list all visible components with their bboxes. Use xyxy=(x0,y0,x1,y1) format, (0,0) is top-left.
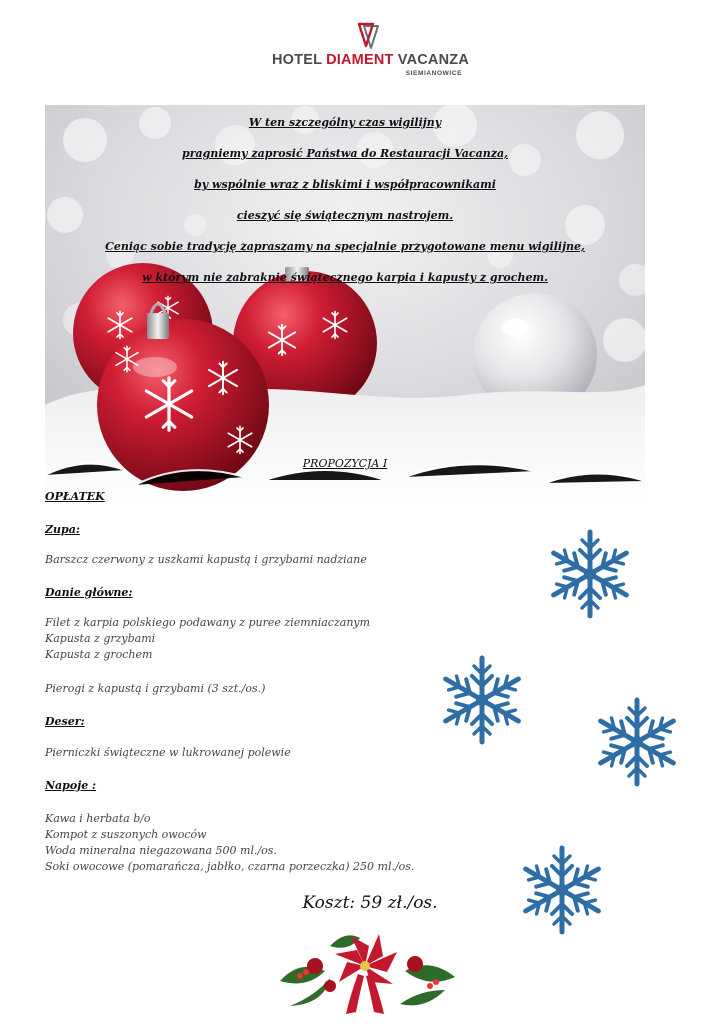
oplatek-heading: OPŁATEK xyxy=(45,490,105,503)
invitation-line: W ten szczególny czas wigilijny xyxy=(248,116,442,129)
menu-item: Kapusta z grochem xyxy=(45,648,153,661)
invitation-line: Ceniąc sobie tradycję zapraszamy na specjalnie przygotowane menu wigilijne, xyxy=(105,240,585,253)
menu-item: Pierniczki świąteczne w lukrowanej polewie xyxy=(45,746,291,759)
snowflake-icon xyxy=(575,680,699,804)
drinks-heading: Napoje : xyxy=(45,779,97,792)
menu-item: Kawa i herbata b/o xyxy=(45,812,151,825)
menu-item: Filet z karpia polskiego podawany z puree ziemniaczanym xyxy=(45,616,371,629)
invitation-line: cieszyć się świątecznym nastrojem. xyxy=(236,209,454,222)
logo-location: SIEMIANOWICE xyxy=(405,70,462,77)
invitation-line: by wspólnie wraz z bliskimi i współpracownikami xyxy=(194,178,496,191)
menu-item: Barszcz czerwony z uszkami kapustą i grzybami nadziane xyxy=(45,553,367,566)
menu-item: Kompot z suszonych owoców xyxy=(45,828,207,841)
invitation-line: pragniemy zaprosić Państwa do Restauracji Vacanza, xyxy=(182,147,508,160)
snowflake-icon xyxy=(420,638,544,762)
logo-word-diament: DIAMENT xyxy=(326,52,394,68)
invitation-line: w którym nie zabraknie świątecznego karpia i kapusty z grochem. xyxy=(142,271,548,284)
price-label: Koszt: 59 zł./os. xyxy=(302,893,438,913)
soup-heading: Zupa: xyxy=(45,523,80,536)
menu-item: Kapusta z grzybami xyxy=(45,632,156,645)
menu-item: Woda mineralna niegazowana 500 ml./os. xyxy=(45,844,277,857)
logo-word-hotel: HOTEL xyxy=(272,52,327,68)
menu-item: Pierogi z kapustą i grzybami (3 szt./os.) xyxy=(45,682,266,695)
dessert-heading: Deser: xyxy=(45,715,85,728)
snowflake-icon xyxy=(500,828,624,952)
logo-wordmark xyxy=(272,52,470,68)
proposal-title: PROPOZYCJA I xyxy=(302,457,388,470)
snowflake-icon xyxy=(528,512,652,636)
menu-item: Soki owocowe (pomarańcza, jabłko, czarna porzeczka) 250 ml./os. xyxy=(45,860,415,873)
holly-poinsettia-icon xyxy=(270,926,460,1018)
invitation-text xyxy=(45,114,645,300)
hotel-logo xyxy=(272,22,470,84)
logo-word-vacanza: VACANZA xyxy=(393,52,470,68)
logo-diamond-icon xyxy=(346,22,386,52)
main-course-heading: Danie główne: xyxy=(45,586,133,599)
